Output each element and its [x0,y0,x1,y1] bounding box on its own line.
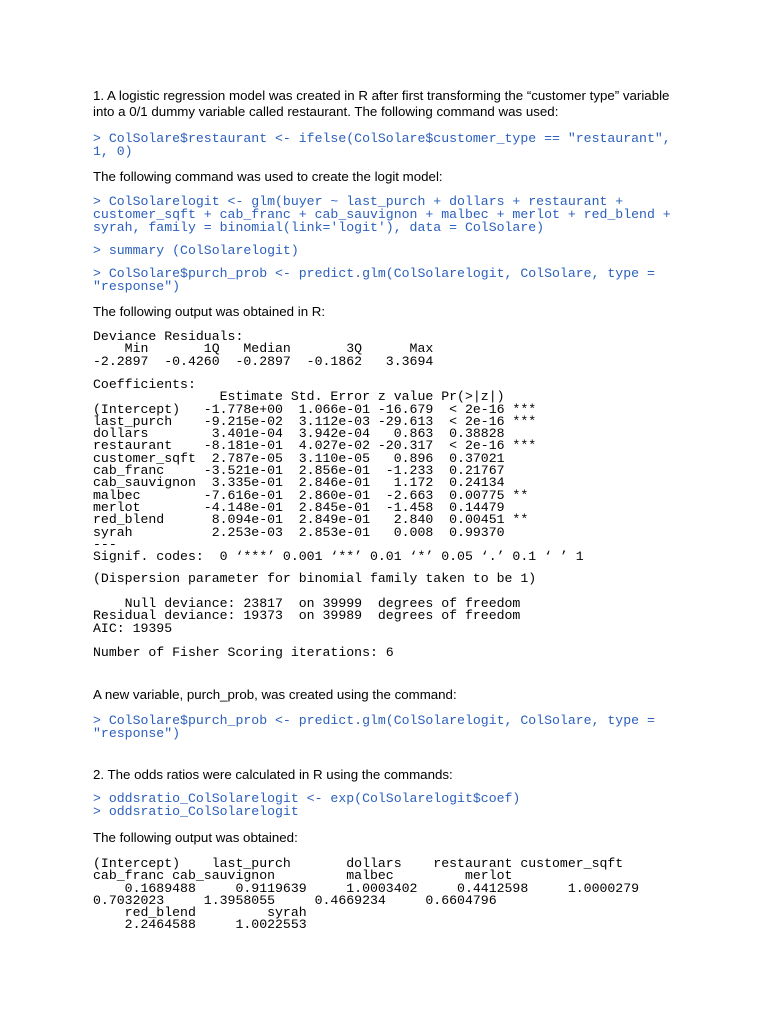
deviance-residuals-output: Deviance Residuals: Min 1Q Median 3Q Max -2.2897 -0.4260 -0.2897 -0.1862 3.3694 [93,329,434,369]
q2-intro: 2. The odds ratios were calculated in R using the commands: [93,767,453,782]
cmd-glm: > ColSolarelogit <- glm(buyer ~ last_purch + dollars + restaurant + customer_sqft + cab_franc + cab_sauvignon + malbec + merlot + red_blend + syrah, family = binomial(link='logit'), data = ColSolare) [93,194,671,236]
q1-intro: 1. A logistic regression model was created in R after first transforming the “customer type” variable into a 0/1 dummy variable called restaurant. The following command was used: [93,88,670,119]
odds-ratio-output: (Intercept) last_purch dollars restaurant customer_sqft cab_franc cab_sauvignon malbec merlot 0.1689488 0.9119639 1.0003402 0.4412598 1.0000279 0.7032023 1.3958055 0.4669234 0.6604796 red_blend syrah 2.2464588 1.0022553 [93,856,640,933]
cmd-create-dummy: > ColSolare$restaurant <- ifelse(ColSolare$customer_type == "restaurant", 1, 0) [93,131,671,160]
new-variable-intro: A new variable, purch_prob, was created using the command: [93,687,457,702]
fisher-iterations: Number of Fisher Scoring iterations: 6 [93,645,394,660]
cmd-oddsratio: > oddsratio_ColSolarelogit <- exp(ColSolarelogit$coef) > oddsratio_ColSolarelogit [93,791,521,820]
odds-output-intro: The following output was obtained: [93,830,298,845]
output-intro: The following output was obtained in R: [93,304,326,319]
cmd-predict: > ColSolare$purch_prob <- predict.glm(ColSolarelogit, ColSolare, type = "response") [93,266,655,295]
deviance-summary: Null deviance: 23817 on 39999 degrees of freedom Residual deviance: 19373 on 39989 degrees of freedom AIC: 19395 [93,596,521,636]
cmd-predict-repeat: > ColSolare$purch_prob <- predict.glm(ColSolarelogit, ColSolare, type = "response") [93,713,655,742]
dispersion-note: (Dispersion parameter for binomial family taken to be 1) [93,571,537,586]
logit-intro: The following command was used to create the logit model: [93,169,443,184]
cmd-summary: > summary (ColSolarelogit) [93,243,299,258]
coefficients-table: Coefficients: Estimate Std. Error z value Pr(>|z|) (Intercept) -1.778e+00 1.066e-01 -16.679 < 2e-16 *** last_purch -9.215e-02 3.112e-03 -29.613 < 2e-16 *** dollars 3.401e-04 3.942e-04 0.863 0.38828 restaurant -8.181e-01 4.027e-02 -20.317 < 2e-16 *** customer_sqft 2.787e-05 3.110e-05 0.896 0.37021 cab_franc -3.521e-01 2.856e-01 -1.233 0.21767 cab_sauvignon 3.335e-01 2.846e-01 1.172 0.24134 malbec -7.616e-01 2.860e-01 -2.663 0.00775 ** merlot -4.148e-01 2.845e-01 -1.458 0.14479 red_blend 8.094e-01 2.849e-01 2.840 0.00451 ** syrah 2.253e-03 2.853e-01 0.008 0.99370 --- Signif. codes: 0 ‘***’ 0.001 ‘**’ 0.01 ‘*’ 0.05 ‘.’ 0.1 ‘ ’ 1 [93,377,584,565]
